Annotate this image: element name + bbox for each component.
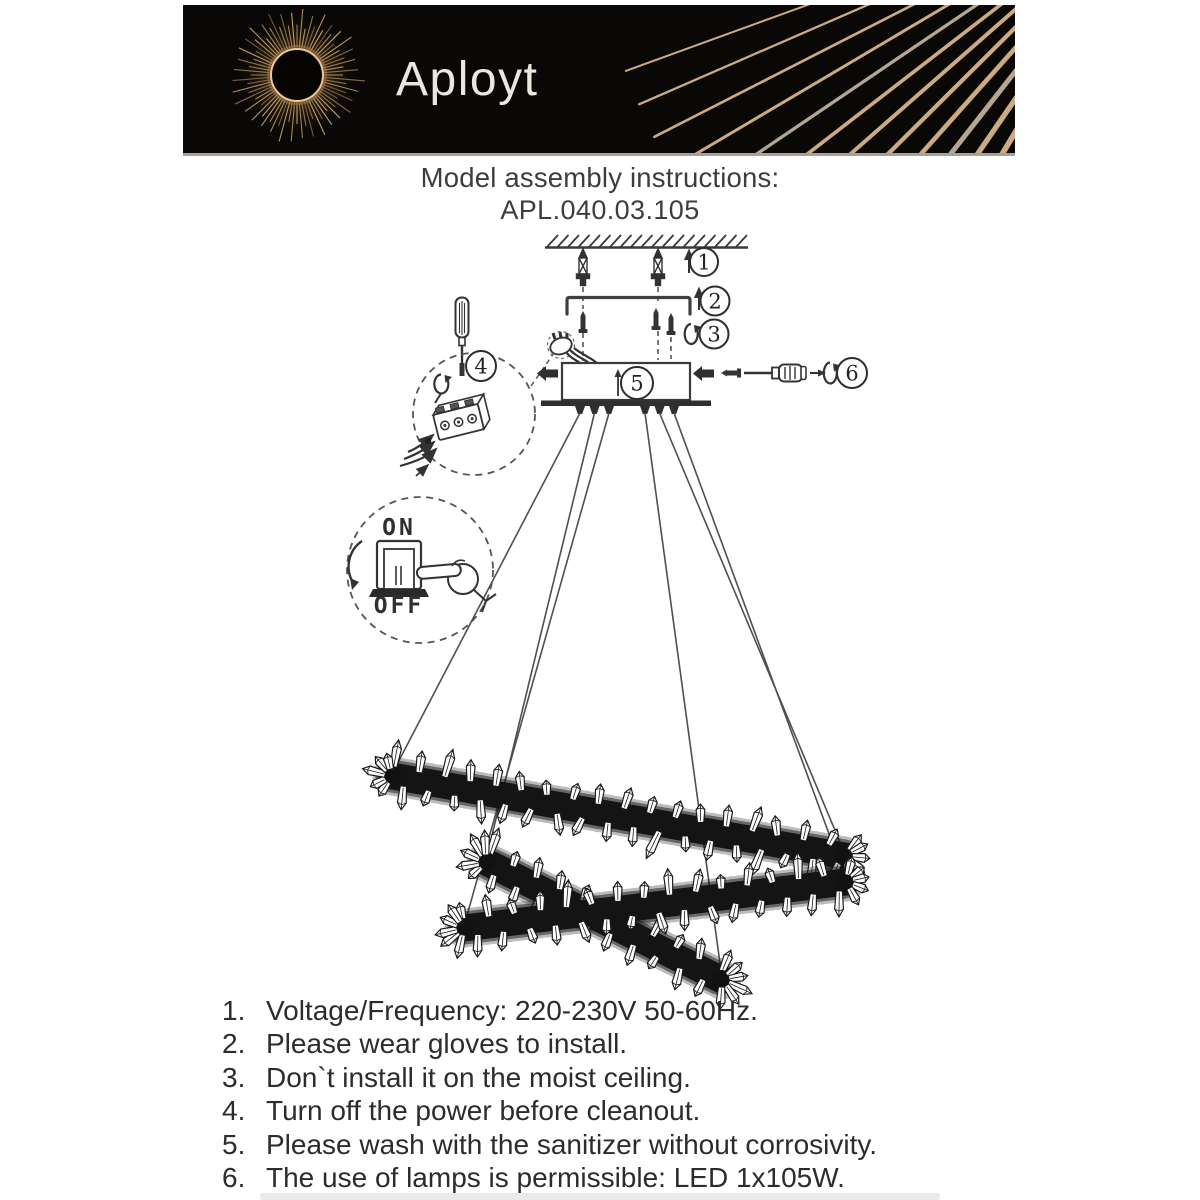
item-text: The use of lamps is permissible: LED 1x105W. — [266, 1162, 845, 1194]
step-1-label — [690, 248, 718, 276]
svg-text:1: 1 — [697, 250, 711, 275]
svg-text:6: 6 — [845, 361, 859, 386]
terminal-block-icon — [431, 394, 492, 440]
side-screw-icon — [721, 369, 741, 378]
pointing-hand-icon — [416, 560, 496, 612]
step-2-label — [701, 287, 730, 316]
chandelier-crystal-rings — [361, 739, 870, 1009]
screwdriver-horizontal-icon — [744, 365, 806, 382]
step-3-label — [700, 320, 729, 349]
power-switch-callout — [347, 497, 496, 643]
svg-text:4: 4 — [474, 354, 488, 379]
item-text: Don`t install it on the moist ceiling. — [266, 1061, 691, 1093]
instruction-item — [222, 1128, 1200, 1161]
ceiling-plate — [541, 401, 711, 407]
push-arrow-left — [537, 366, 558, 381]
svg-text:5: 5 — [630, 371, 644, 396]
item-number: 6. — [222, 1162, 246, 1194]
page-title: Model assembly instructions: — [420, 162, 780, 193]
item-text: Please wash with the sanitizer without corrosivity. — [266, 1128, 878, 1160]
svg-text:2: 2 — [708, 289, 722, 314]
item-number: 4. — [222, 1095, 246, 1127]
step-6-label — [837, 358, 867, 388]
svg-text:3: 3 — [707, 322, 721, 347]
step-5-label — [621, 367, 653, 399]
push-arrow-right — [693, 366, 714, 381]
mounting-screws — [579, 308, 676, 335]
item-number: 2. — [222, 1028, 246, 1060]
item-text: Please wear gloves to install. — [266, 1028, 628, 1060]
wall-anchor — [577, 249, 590, 286]
cable-glands — [575, 406, 679, 414]
item-text: Voltage/Frequency: 220-230V 50-60Hz. — [266, 995, 758, 1026]
model-number: APL.040.03.105 — [500, 195, 700, 225]
instruction-item — [222, 994, 1200, 1027]
instruction-item — [222, 1061, 1200, 1094]
item-number: 1. — [222, 995, 246, 1026]
scan-artifact — [260, 1193, 940, 1200]
mounting-bracket — [567, 298, 690, 315]
item-number: 5. — [222, 1128, 246, 1160]
wall-anchor — [652, 249, 665, 286]
switch-on-label: ON — [382, 515, 416, 541]
instruction-item — [222, 1094, 1200, 1127]
item-number: 3. — [222, 1061, 246, 1093]
instruction-item — [222, 1161, 1200, 1194]
wire-dot — [425, 438, 431, 444]
step-4-label — [466, 351, 496, 381]
rotate-icon — [434, 375, 452, 404]
brand-logo-text: Aployt — [396, 52, 539, 106]
ceiling-hatching — [547, 235, 747, 247]
switch-off-label: OFF — [373, 593, 425, 619]
canopy-connector — [548, 332, 599, 365]
item-text: Turn off the power before cleanout. — [266, 1095, 701, 1127]
instruction-item — [222, 1027, 1200, 1060]
instruction-list — [0, 994, 1200, 1194]
